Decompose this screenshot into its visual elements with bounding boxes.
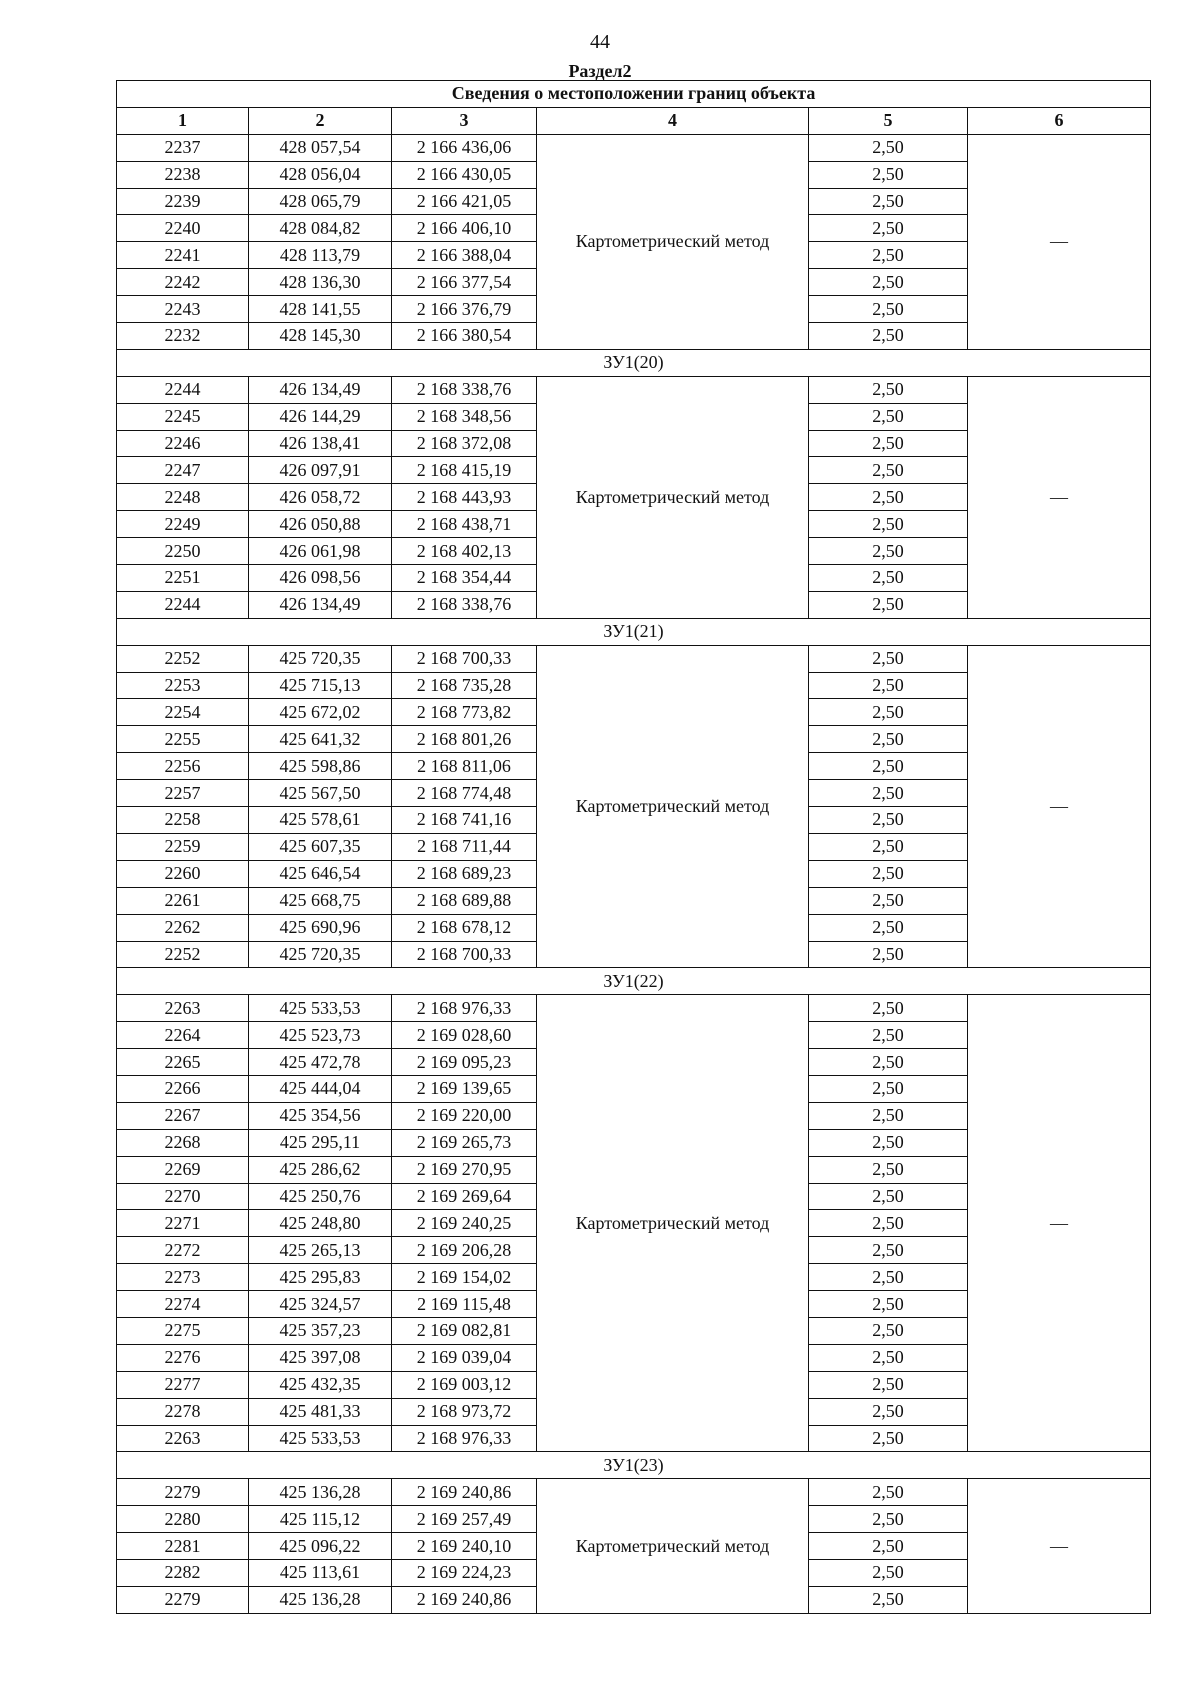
accuracy-cell: 2,50	[809, 538, 968, 565]
y-coordinate-cell: 2 169 265,73	[392, 1129, 537, 1156]
y-coordinate-cell: 2 168 415,19	[392, 457, 537, 484]
y-coordinate-cell: 2 168 711,44	[392, 833, 537, 860]
x-coordinate-cell: 426 061,98	[249, 538, 392, 565]
y-coordinate-cell: 2 169 154,02	[392, 1264, 537, 1291]
x-coordinate-cell: 425 720,35	[249, 941, 392, 968]
column-header: 1	[117, 107, 249, 134]
y-coordinate-cell: 2 168 801,26	[392, 726, 537, 753]
column-header: 5	[809, 107, 968, 134]
table-caption-row	[117, 81, 1151, 108]
accuracy-cell: 2,50	[809, 699, 968, 726]
point-number-cell: 2257	[117, 780, 249, 807]
x-coordinate-cell: 425 136,28	[249, 1586, 392, 1613]
accuracy-cell: 2,50	[809, 645, 968, 672]
x-coordinate-cell: 425 286,62	[249, 1156, 392, 1183]
accuracy-cell: 2,50	[809, 1156, 968, 1183]
accuracy-cell: 2,50	[809, 403, 968, 430]
accuracy-cell: 2,50	[809, 457, 968, 484]
x-coordinate-cell: 425 607,35	[249, 833, 392, 860]
accuracy-cell: 2,50	[809, 1210, 968, 1237]
point-number-cell: 2267	[117, 1102, 249, 1129]
group-header-row	[117, 1452, 1151, 1479]
point-number-cell: 2247	[117, 457, 249, 484]
point-number-cell: 2258	[117, 807, 249, 834]
x-coordinate-cell: 425 113,61	[249, 1559, 392, 1586]
group-header-row	[117, 349, 1151, 376]
column-6-cell: —	[968, 1479, 1151, 1613]
table-row	[117, 134, 1151, 161]
x-coordinate-cell: 425 646,54	[249, 860, 392, 887]
accuracy-cell: 2,50	[809, 1022, 968, 1049]
point-number-cell: 2252	[117, 941, 249, 968]
point-number-cell: 2266	[117, 1075, 249, 1102]
accuracy-cell: 2,50	[809, 807, 968, 834]
point-number-cell: 2270	[117, 1183, 249, 1210]
table-body	[117, 134, 1151, 1613]
accuracy-cell: 2,50	[809, 1183, 968, 1210]
point-number-cell: 2246	[117, 430, 249, 457]
column-header: 6	[968, 107, 1151, 134]
y-coordinate-cell: 2 169 003,12	[392, 1371, 537, 1398]
y-coordinate-cell: 2 168 372,08	[392, 430, 537, 457]
x-coordinate-cell: 426 144,29	[249, 403, 392, 430]
accuracy-cell: 2,50	[809, 1102, 968, 1129]
y-coordinate-cell: 2 168 741,16	[392, 807, 537, 834]
x-coordinate-cell: 425 115,12	[249, 1506, 392, 1533]
x-coordinate-cell: 425 641,32	[249, 726, 392, 753]
point-number-cell: 2254	[117, 699, 249, 726]
point-number-cell: 2271	[117, 1210, 249, 1237]
point-number-cell: 2268	[117, 1129, 249, 1156]
x-coordinate-cell: 425 690,96	[249, 914, 392, 941]
accuracy-cell: 2,50	[809, 1075, 968, 1102]
y-coordinate-cell: 2 168 976,33	[392, 1425, 537, 1452]
column-header-row	[117, 107, 1151, 134]
accuracy-cell: 2,50	[809, 1264, 968, 1291]
point-number-cell: 2244	[117, 376, 249, 403]
method-cell: Картометрический метод	[537, 376, 809, 618]
x-coordinate-cell: 425 533,53	[249, 995, 392, 1022]
x-coordinate-cell: 425 432,35	[249, 1371, 392, 1398]
x-coordinate-cell: 426 097,91	[249, 457, 392, 484]
x-coordinate-cell: 428 141,55	[249, 296, 392, 323]
y-coordinate-cell: 2 168 678,12	[392, 914, 537, 941]
x-coordinate-cell: 425 444,04	[249, 1075, 392, 1102]
column-6-cell: —	[968, 376, 1151, 618]
point-number-cell: 2261	[117, 887, 249, 914]
x-coordinate-cell: 425 668,75	[249, 887, 392, 914]
x-coordinate-cell: 425 295,83	[249, 1264, 392, 1291]
accuracy-cell: 2,50	[809, 430, 968, 457]
y-coordinate-cell: 2 169 269,64	[392, 1183, 537, 1210]
point-number-cell: 2248	[117, 484, 249, 511]
accuracy-cell: 2,50	[809, 161, 968, 188]
accuracy-cell: 2,50	[809, 1479, 968, 1506]
y-coordinate-cell: 2 168 338,76	[392, 376, 537, 403]
accuracy-cell: 2,50	[809, 860, 968, 887]
y-coordinate-cell: 2 166 376,79	[392, 296, 537, 323]
point-number-cell: 2253	[117, 672, 249, 699]
point-number-cell: 2260	[117, 860, 249, 887]
x-coordinate-cell: 425 295,11	[249, 1129, 392, 1156]
y-coordinate-cell: 2 168 443,93	[392, 484, 537, 511]
y-coordinate-cell: 2 168 811,06	[392, 753, 537, 780]
y-coordinate-cell: 2 169 039,04	[392, 1344, 537, 1371]
x-coordinate-cell: 428 057,54	[249, 134, 392, 161]
accuracy-cell: 2,50	[809, 1049, 968, 1076]
table-row	[117, 1479, 1151, 1506]
y-coordinate-cell: 2 166 380,54	[392, 323, 537, 350]
table-row	[117, 645, 1151, 672]
coordinates-table	[116, 80, 1151, 1614]
point-number-cell: 2272	[117, 1237, 249, 1264]
point-number-cell: 2282	[117, 1559, 249, 1586]
method-cell: Картометрический метод	[537, 995, 809, 1452]
y-coordinate-cell: 2 169 240,25	[392, 1210, 537, 1237]
point-number-cell: 2251	[117, 565, 249, 592]
accuracy-cell: 2,50	[809, 1425, 968, 1452]
x-coordinate-cell: 425 354,56	[249, 1102, 392, 1129]
accuracy-cell: 2,50	[809, 484, 968, 511]
accuracy-cell: 2,50	[809, 1317, 968, 1344]
point-number-cell: 2276	[117, 1344, 249, 1371]
y-coordinate-cell: 2 166 388,04	[392, 242, 537, 269]
point-number-cell: 2242	[117, 269, 249, 296]
point-number-cell: 2249	[117, 511, 249, 538]
accuracy-cell: 2,50	[809, 511, 968, 538]
accuracy-cell: 2,50	[809, 780, 968, 807]
y-coordinate-cell: 2 168 354,44	[392, 565, 537, 592]
x-coordinate-cell: 425 472,78	[249, 1049, 392, 1076]
accuracy-cell: 2,50	[809, 941, 968, 968]
accuracy-cell: 2,50	[809, 134, 968, 161]
accuracy-cell: 2,50	[809, 242, 968, 269]
section-title: Раздел2	[568, 61, 632, 81]
point-number-cell: 2263	[117, 995, 249, 1022]
method-cell: Картометрический метод	[537, 134, 809, 349]
accuracy-cell: 2,50	[809, 1559, 968, 1586]
accuracy-cell: 2,50	[809, 1129, 968, 1156]
point-number-cell: 2238	[117, 161, 249, 188]
point-number-cell: 2252	[117, 645, 249, 672]
column-6-cell: —	[968, 134, 1151, 349]
accuracy-cell: 2,50	[809, 188, 968, 215]
group-label: ЗУ1(20)	[117, 349, 1151, 376]
x-coordinate-cell: 428 113,79	[249, 242, 392, 269]
accuracy-cell: 2,50	[809, 1533, 968, 1560]
point-number-cell: 2265	[117, 1049, 249, 1076]
accuracy-cell: 2,50	[809, 1506, 968, 1533]
accuracy-cell: 2,50	[809, 565, 968, 592]
point-number-cell: 2264	[117, 1022, 249, 1049]
y-coordinate-cell: 2 168 402,13	[392, 538, 537, 565]
point-number-cell: 2277	[117, 1371, 249, 1398]
accuracy-cell: 2,50	[809, 672, 968, 699]
y-coordinate-cell: 2 169 220,00	[392, 1102, 537, 1129]
accuracy-cell: 2,50	[809, 914, 968, 941]
y-coordinate-cell: 2 168 773,82	[392, 699, 537, 726]
point-number-cell: 2237	[117, 134, 249, 161]
y-coordinate-cell: 2 166 436,06	[392, 134, 537, 161]
point-number-cell: 2273	[117, 1264, 249, 1291]
y-coordinate-cell: 2 169 240,10	[392, 1533, 537, 1560]
x-coordinate-cell: 425 324,57	[249, 1291, 392, 1318]
method-cell: Картометрический метод	[537, 1479, 809, 1613]
x-coordinate-cell: 425 096,22	[249, 1533, 392, 1560]
column-header: 4	[537, 107, 809, 134]
point-number-cell: 2278	[117, 1398, 249, 1425]
y-coordinate-cell: 2 166 377,54	[392, 269, 537, 296]
x-coordinate-cell: 426 138,41	[249, 430, 392, 457]
y-coordinate-cell: 2 169 115,48	[392, 1291, 537, 1318]
x-coordinate-cell: 425 720,35	[249, 645, 392, 672]
y-coordinate-cell: 2 169 240,86	[392, 1479, 537, 1506]
accuracy-cell: 2,50	[809, 323, 968, 350]
y-coordinate-cell: 2 166 406,10	[392, 215, 537, 242]
x-coordinate-cell: 425 598,86	[249, 753, 392, 780]
accuracy-cell: 2,50	[809, 726, 968, 753]
point-number-cell: 2259	[117, 833, 249, 860]
x-coordinate-cell: 428 145,30	[249, 323, 392, 350]
y-coordinate-cell: 2 168 700,33	[392, 645, 537, 672]
point-number-cell: 2274	[117, 1291, 249, 1318]
y-coordinate-cell: 2 169 257,49	[392, 1506, 537, 1533]
x-coordinate-cell: 425 248,80	[249, 1210, 392, 1237]
y-coordinate-cell: 2 168 976,33	[392, 995, 537, 1022]
accuracy-cell: 2,50	[809, 376, 968, 403]
y-coordinate-cell: 2 168 973,72	[392, 1398, 537, 1425]
x-coordinate-cell: 426 050,88	[249, 511, 392, 538]
y-coordinate-cell: 2 168 774,48	[392, 780, 537, 807]
point-number-cell: 2232	[117, 323, 249, 350]
accuracy-cell: 2,50	[809, 1291, 968, 1318]
accuracy-cell: 2,50	[809, 887, 968, 914]
column-6-cell: —	[968, 645, 1151, 968]
accuracy-cell: 2,50	[809, 1398, 968, 1425]
y-coordinate-cell: 2 168 438,71	[392, 511, 537, 538]
x-coordinate-cell: 425 136,28	[249, 1479, 392, 1506]
accuracy-cell: 2,50	[809, 1344, 968, 1371]
accuracy-cell: 2,50	[809, 296, 968, 323]
y-coordinate-cell: 2 169 224,23	[392, 1559, 537, 1586]
point-number-cell: 2280	[117, 1506, 249, 1533]
x-coordinate-cell: 425 265,13	[249, 1237, 392, 1264]
point-number-cell: 2281	[117, 1533, 249, 1560]
point-number-cell: 2243	[117, 296, 249, 323]
y-coordinate-cell: 2 169 270,95	[392, 1156, 537, 1183]
y-coordinate-cell: 2 169 206,28	[392, 1237, 537, 1264]
y-coordinate-cell: 2 166 430,05	[392, 161, 537, 188]
y-coordinate-cell: 2 169 028,60	[392, 1022, 537, 1049]
column-header: 3	[392, 107, 537, 134]
accuracy-cell: 2,50	[809, 215, 968, 242]
accuracy-cell: 2,50	[809, 1586, 968, 1613]
x-coordinate-cell: 428 084,82	[249, 215, 392, 242]
table-row	[117, 376, 1151, 403]
x-coordinate-cell: 426 134,49	[249, 591, 392, 618]
column-6-cell: —	[968, 995, 1151, 1452]
y-coordinate-cell: 2 168 700,33	[392, 941, 537, 968]
point-number-cell: 2255	[117, 726, 249, 753]
x-coordinate-cell: 425 397,08	[249, 1344, 392, 1371]
x-coordinate-cell: 425 357,23	[249, 1317, 392, 1344]
x-coordinate-cell: 425 567,50	[249, 780, 392, 807]
point-number-cell: 2279	[117, 1586, 249, 1613]
point-number-cell: 2269	[117, 1156, 249, 1183]
x-coordinate-cell: 428 065,79	[249, 188, 392, 215]
x-coordinate-cell: 426 058,72	[249, 484, 392, 511]
y-coordinate-cell: 2 166 421,05	[392, 188, 537, 215]
page-number: 44	[590, 31, 610, 53]
x-coordinate-cell: 425 672,02	[249, 699, 392, 726]
y-coordinate-cell: 2 168 348,56	[392, 403, 537, 430]
point-number-cell: 2279	[117, 1479, 249, 1506]
group-header-row	[117, 618, 1151, 645]
accuracy-cell: 2,50	[809, 269, 968, 296]
method-cell: Картометрический метод	[537, 645, 809, 968]
point-number-cell: 2256	[117, 753, 249, 780]
point-number-cell: 2239	[117, 188, 249, 215]
point-number-cell: 2275	[117, 1317, 249, 1344]
y-coordinate-cell: 2 169 095,23	[392, 1049, 537, 1076]
column-header: 2	[249, 107, 392, 134]
y-coordinate-cell: 2 168 689,23	[392, 860, 537, 887]
y-coordinate-cell: 2 168 689,88	[392, 887, 537, 914]
x-coordinate-cell: 425 533,53	[249, 1425, 392, 1452]
point-number-cell: 2244	[117, 591, 249, 618]
y-coordinate-cell: 2 168 338,76	[392, 591, 537, 618]
table-caption: Сведения о местоположении границ объекта	[117, 81, 1151, 108]
accuracy-cell: 2,50	[809, 1237, 968, 1264]
point-number-cell: 2241	[117, 242, 249, 269]
group-label: ЗУ1(22)	[117, 968, 1151, 995]
accuracy-cell: 2,50	[809, 591, 968, 618]
point-number-cell: 2262	[117, 914, 249, 941]
accuracy-cell: 2,50	[809, 833, 968, 860]
accuracy-cell: 2,50	[809, 1371, 968, 1398]
x-coordinate-cell: 426 098,56	[249, 565, 392, 592]
x-coordinate-cell: 428 056,04	[249, 161, 392, 188]
group-header-row	[117, 968, 1151, 995]
x-coordinate-cell: 425 481,33	[249, 1398, 392, 1425]
point-number-cell: 2245	[117, 403, 249, 430]
y-coordinate-cell: 2 168 735,28	[392, 672, 537, 699]
x-coordinate-cell: 425 250,76	[249, 1183, 392, 1210]
x-coordinate-cell: 426 134,49	[249, 376, 392, 403]
group-label: ЗУ1(21)	[117, 618, 1151, 645]
group-label: ЗУ1(23)	[117, 1452, 1151, 1479]
accuracy-cell: 2,50	[809, 753, 968, 780]
point-number-cell: 2240	[117, 215, 249, 242]
table-row	[117, 995, 1151, 1022]
x-coordinate-cell: 425 523,73	[249, 1022, 392, 1049]
y-coordinate-cell: 2 169 082,81	[392, 1317, 537, 1344]
accuracy-cell: 2,50	[809, 995, 968, 1022]
y-coordinate-cell: 2 169 240,86	[392, 1586, 537, 1613]
point-number-cell: 2250	[117, 538, 249, 565]
x-coordinate-cell: 425 715,13	[249, 672, 392, 699]
point-number-cell: 2263	[117, 1425, 249, 1452]
x-coordinate-cell: 425 578,61	[249, 807, 392, 834]
x-coordinate-cell: 428 136,30	[249, 269, 392, 296]
y-coordinate-cell: 2 169 139,65	[392, 1075, 537, 1102]
